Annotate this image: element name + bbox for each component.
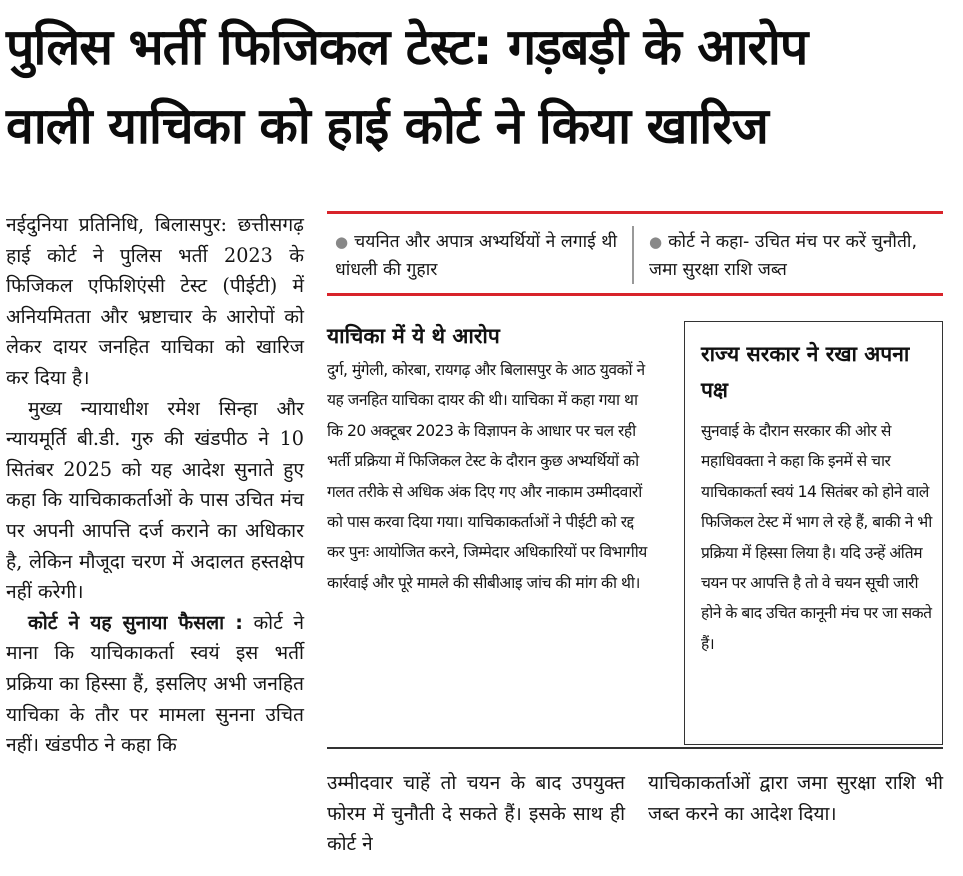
bullet-icon: ● xyxy=(649,233,663,251)
headline-line-2: वाली याचिका को हाई कोर्ट ने किया खारिज xyxy=(6,97,768,155)
allegations-body: दुर्ग, मुंगेली, कोरबा, रायगढ़ और बिलासपुर के आठ युवकों ने यह जनहित याचिका दायर की थी। याचिका में कहा गया था कि 20 अक्टूबर 2023 के विज्ञापन के आधार पर चल रही भर्ती प्रक्रिया में फिजिकल टेस्ट के दौरान कुछ अभ्यर्थियों को गलत तरीके से अधिक अंक दिए गए और नाकाम उम्मीदवारों को पास करवा दिया गया। याचिकाकर्ताओं ने पीईटी को रद्द कर पुनः आयोजित करने, जिम्मेदार अधिकारियों पर विभागीय कार्रवाई और पूरे मामले की सीबीआइ जांच की मांग की थी। xyxy=(327,361,647,592)
highlight-1-text: चयनित और अपात्र अभ्यर्थियों ने लगाई थी धांधली की गुहार xyxy=(335,232,617,280)
allegations-title: याचिका में ये थे आरोप xyxy=(327,324,500,348)
verdict-subhead: कोर्ट ने यह सुनाया फैसला : xyxy=(28,610,243,634)
highlight-item-2 xyxy=(649,228,939,284)
verdict-paragraph xyxy=(6,608,304,761)
bottom-column-2: याचिकाकर्ताओं द्वारा जमा सुरक्षा राशि भी जब्त करने का आदेश दिया। xyxy=(648,772,943,825)
highlight-item-1 xyxy=(335,228,623,284)
left-column xyxy=(6,210,304,761)
headline xyxy=(6,8,956,166)
verdict-text: कोर्ट ने माना कि याचिकाकर्ता स्वयं इस भर्ती प्रक्रिया का हिस्सा हैं, इसलिए अभी जनहित याचिका के तौर पर मामला सुनना उचित नहीं। खंडपीठ ने कहा कि xyxy=(6,610,304,757)
state-box-title: राज्य सरकार ने रखा अपना पक्ष xyxy=(701,342,910,402)
intro-paragraph: नईदुनिया प्रतिनिधि, बिलासपुर: छत्तीसगढ़ हाई कोर्ट ने पुलिस भर्ती 2023 के फिजिकल एफिशिएंसी टेस्ट (पीईटी) में अनियमितता और भ्रष्टाचार के आरोपों को लेकर दायर जनहित याचिका को खारिज कर दिया है। xyxy=(6,213,304,389)
highlights-divider xyxy=(632,226,634,284)
highlights-top-rule xyxy=(327,211,943,214)
bottom-rule xyxy=(327,747,943,749)
highlight-2-text: कोर्ट ने कहा- उचित मंच पर करें चुनौती, जमा सुरक्षा राशि जब्त xyxy=(649,232,918,280)
bench-paragraph: मुख्य न्यायाधीश रमेश सिन्हा और न्यायमूर्ति बी.डी. गुरु की खंडपीठ ने 10 सितंबर 2025 को यह आदेश सुनाते हुए कहा कि याचिकाकर्ताओं के पास उचित मंच पर अपनी आपत्ति दर्ज कराने का अधिकार है, लेकिन मौजूदा चरण में अदालत हस्तक्षेप नहीं करेगी। xyxy=(6,396,304,604)
bullet-icon: ● xyxy=(335,233,349,251)
state-sidebar-box xyxy=(684,321,943,745)
highlights-box xyxy=(327,218,943,296)
bottom-column-1: उम्मीदवार चाहें तो चयन के बाद उपयुक्त फोरम में चुनौती दे सकते हैं। इसके साथ ही कोर्ट ने xyxy=(327,772,625,855)
state-box-body: सुनवाई के दौरान सरकार की ओर से महाधिवक्ता ने कहा कि इनमें से चार याचिकाकर्ता स्वयं 14 सितंबर को होने वाले फिजिकल टेस्ट में भाग ले रहे हैं, बाकी ने भी प्रक्रिया में हिस्सा लिया है। यदि उन्हें अंतिम चयन पर आपत्ति है तो वे चयन सूची जारी होने के बाद उचित कानूनी मंच पर जा सकते हैं। xyxy=(701,422,932,653)
headline-line-1: पुलिस भर्ती फिजिकल टेस्ट: गड़बड़ी के आरोप xyxy=(6,18,808,76)
